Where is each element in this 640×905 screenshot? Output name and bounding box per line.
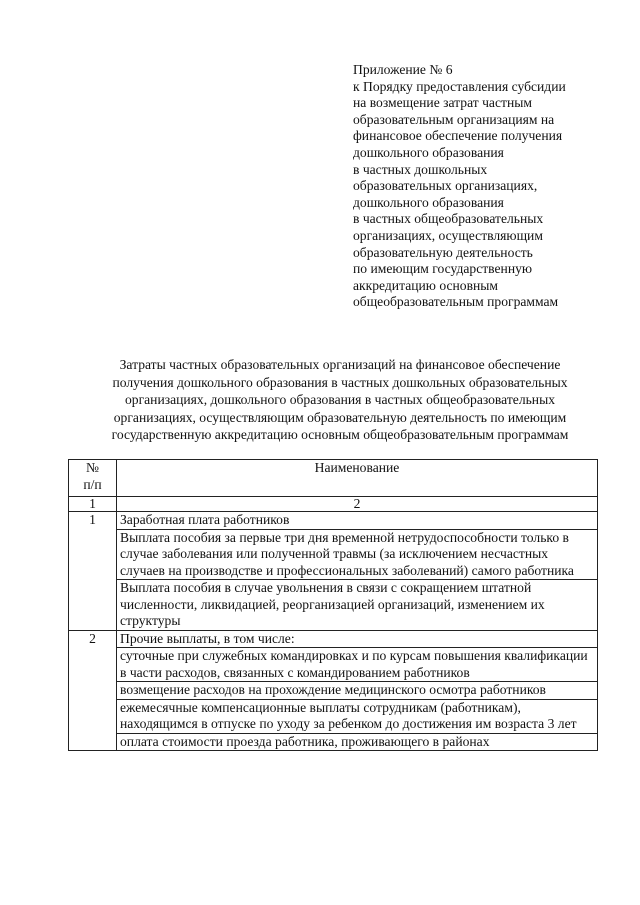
row-number: 2 xyxy=(69,630,117,751)
appendix-line: образовательным организациям на xyxy=(353,111,555,127)
table-row xyxy=(69,512,598,530)
appendix-line: на возмещение затрат частным xyxy=(353,95,532,111)
appendix-line: образовательную деятельность xyxy=(353,244,533,260)
appendix-line: по имеющим государственную xyxy=(353,261,533,277)
row-name: ежемесячные компенсационные выплаты сотрудникам (работникам), находящимся в отпуске по уходу за ребенком до достижения им возраста 3 лет xyxy=(117,699,598,733)
row-name: Выплата пособия в случае увольнения в связи с сокращением штатной численности, ликвидацией, реорганизацией организаций, изменением их структуры xyxy=(117,580,598,631)
header-number-abbr: п/п xyxy=(83,476,102,492)
table-row xyxy=(69,648,598,682)
column-index-2: 2 xyxy=(117,497,598,512)
appendix-line: к Порядку предоставления субсидии xyxy=(353,78,566,94)
table-row xyxy=(69,682,598,700)
table-row xyxy=(69,630,598,648)
appendix-line: аккредитацию основным xyxy=(353,277,498,293)
title-line: организациях, осуществляющим образовательную деятельность по имеющим xyxy=(113,409,567,425)
document-title xyxy=(60,356,620,444)
row-name: возмещение расходов на прохождение медицинского осмотра работников xyxy=(117,682,598,700)
table-header-row xyxy=(69,460,598,497)
appendix-line: в частных общеобразовательных xyxy=(353,211,544,227)
appendix-line: Приложение № 6 xyxy=(353,62,453,77)
title-line: получения дошкольного образования в частных дошкольных образовательных xyxy=(112,374,568,390)
costs-table xyxy=(68,459,598,751)
table-row xyxy=(69,699,598,733)
appendix-block xyxy=(353,62,613,311)
appendix-line: общеобразовательным программам xyxy=(353,294,559,310)
appendix-line: в частных дошкольных xyxy=(353,161,488,177)
row-name: суточные при служебных командировках и по курсам повышения квалификации в части расходов, связанных с командированием работников xyxy=(117,648,598,682)
row-name: Заработная плата работников xyxy=(117,512,598,530)
title-line: организациях, дошкольного образования в частных общеобразовательных xyxy=(124,392,556,408)
column-index-1: 1 xyxy=(69,497,117,512)
title-line: государственную аккредитацию основным общеобразовательным программам xyxy=(111,427,569,443)
appendix-line: дошкольного образования xyxy=(353,144,504,160)
appendix-line: дошкольного образования xyxy=(353,194,504,210)
header-number-symbol: № xyxy=(86,460,99,475)
table-row xyxy=(69,580,598,631)
appendix-line: финансовое обеспечение получения xyxy=(353,128,563,144)
title-line: Затраты частных образовательных организаций на финансовое обеспечение xyxy=(119,357,561,372)
row-name: оплата стоимости проезда работника, проживающего в районах xyxy=(117,733,598,751)
header-number-cell xyxy=(69,460,117,497)
table-row xyxy=(69,733,598,751)
row-number: 1 xyxy=(69,512,117,631)
row-name: Выплата пособия за первые три дня временной нетрудоспособности только в случае заболевания или полученной травмы (за исключением несчастных случаев на производстве и профессиональных заболеваний) самого работника xyxy=(117,529,598,580)
appendix-line: организациях, осуществляющим xyxy=(353,227,543,243)
row-name: Прочие выплаты, в том числе: xyxy=(117,630,598,648)
table-row xyxy=(69,529,598,580)
header-name-cell: Наименование xyxy=(117,460,598,497)
column-index-row xyxy=(69,497,598,512)
appendix-line: образовательных организациях, xyxy=(353,178,538,194)
